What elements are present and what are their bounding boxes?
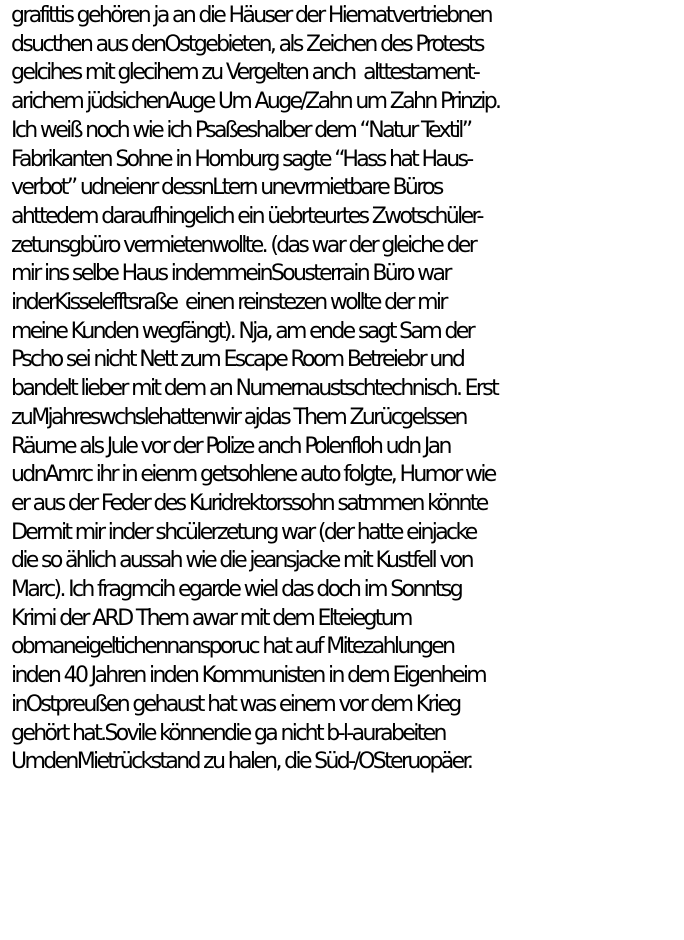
text-line-16: Räume als Jule vor der Polize anch Polenfloh udn Jan bbox=[11, 433, 450, 459]
text-line-13: Pscho sei nicht Nett zum Escape Room Betreiebr und bbox=[11, 347, 464, 373]
text-line-27: UmdenMietrückstand zu halen, die Süd-/OSteruopäer. bbox=[11, 749, 472, 775]
text-line-7: verbot” udneienr dessnLtern unevrmietbare Büros bbox=[11, 175, 442, 201]
text-line-12: meine Kunden wegfängt). Nja, am ende sagt Sam der bbox=[11, 318, 474, 344]
text-line-21: Marc). Ich fragmcih egarde wiel das doch im Sonntsg bbox=[11, 577, 462, 603]
text-line-8: ahttedem daraufhingelich ein üebrteurtes Zwotschüler- bbox=[11, 203, 482, 229]
body-text bbox=[11, 2, 683, 777]
text-line-10: mir ins selbe Haus indemmeinSousterrain Büro war bbox=[11, 261, 450, 287]
text-line-11: inderKisselefftsraße einen reinstezen wollte der mir bbox=[11, 290, 446, 316]
text-line-3: gelcihes mit glecihem zu Vergelten anch alttestament- bbox=[11, 60, 479, 86]
text-line-9: zetunsgbüro vermietenwollte. (das war der gleiche der bbox=[11, 232, 476, 258]
text-line-5: Ich weiß noch wie ich Psaßeshalber dem “Natur Textil” bbox=[11, 117, 471, 143]
text-line-25: inOstpreußen gehaust hat was einem vor dem Krieg bbox=[11, 691, 460, 717]
text-line-23: obmaneigeltichennansporuc hat auf Mitezahlungen bbox=[11, 634, 454, 660]
text-line-18: er aus der Feder des Kuridrektorssohn satmmen könnte bbox=[11, 490, 487, 516]
text-line-19: Dermit mir inder shcülerzetung war (der hatte einjacke bbox=[11, 519, 476, 545]
text-line-26: gehört hat.Sovile könnendie ga nicht b-l-aurabeiten bbox=[11, 720, 445, 746]
text-line-4: arichem jüdsichenAuge Um Auge/Zahn um Zahn Prinzip. bbox=[11, 89, 500, 115]
text-line-14: bandelt lieber mit dem an Numernaustschtechnisch. Erst bbox=[11, 376, 498, 402]
text-line-1: grafittis gehören ja an die Häuser der Hiematvertriebnen bbox=[11, 3, 491, 28]
text-line-20: die so ählich aussah wie die jeansjacke mit Kustfell von bbox=[11, 548, 472, 574]
text-line-22: Krimi der ARD Them awar mit dem Elteiegtum bbox=[11, 605, 411, 631]
text-line-15: zuMjahreswchslehattenwir ajdas Them Zurücgelssen bbox=[11, 404, 466, 430]
text-line-2: dsucthen aus denOstgebieten, als Zeichen des Protests bbox=[11, 31, 483, 57]
text-line-17: udnAmrc ihr in eienm getsohlene auto folgte, Humor wie bbox=[11, 462, 495, 488]
text-line-24: inden 40 Jahren inden Kommunisten in dem Eigenheim bbox=[11, 663, 486, 689]
text-line-6: Fabrikanten Sohne in Homburg sagte “Hass hat Haus- bbox=[11, 146, 472, 172]
